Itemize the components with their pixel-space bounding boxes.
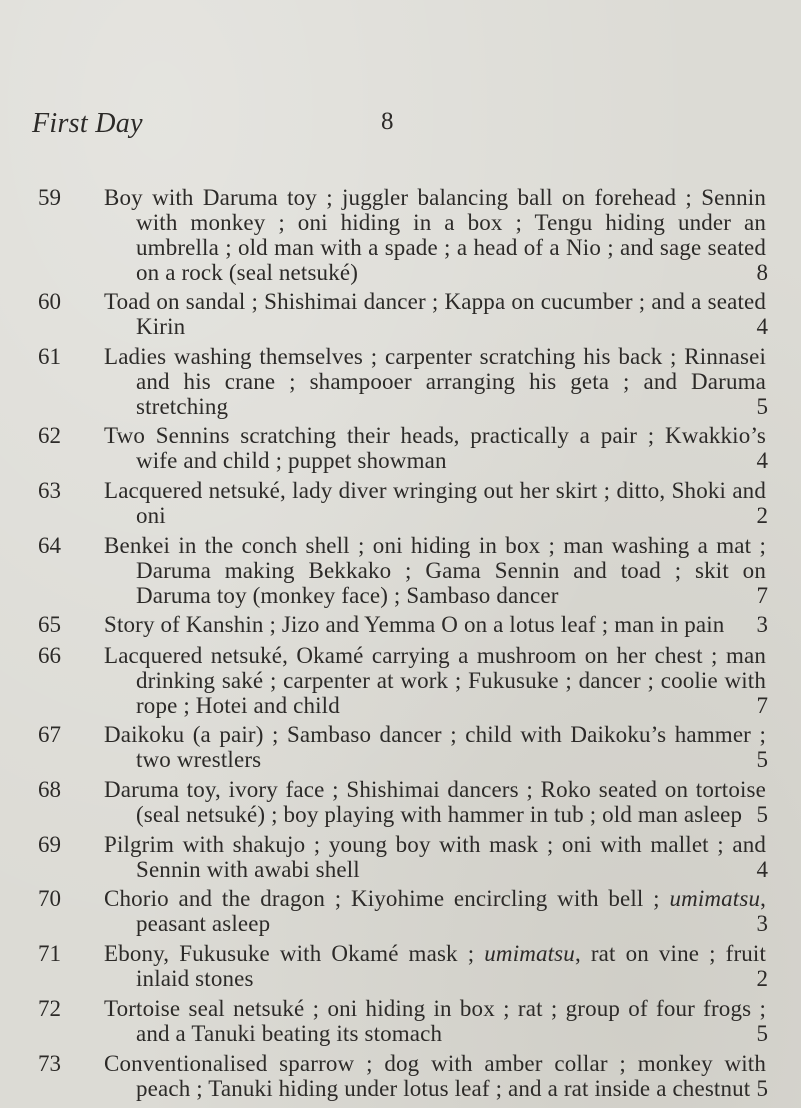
lot-quantity: 5 [756, 801, 768, 827]
lot-description: Boy with Daruma toy ; juggler balancing ball on forehead ; Sennin with monkey ; oni hiding in a box ; Tengu hiding under an umbrella ; old man with a spade ; a head of a Nio ; and sage seated on a rock (seal netsuké) [104, 185, 766, 285]
lot-description: Story of Kanshin ; Jizo and Yemma O on a lotus leaf ; man in pain [104, 612, 725, 638]
lot-description: Lacquered netsuké, lady diver wringing out her skirt ; ditto, Shoki and oni [104, 477, 766, 528]
lot-description: Daruma toy, ivory face ; Shishimai dancers ; Roko seated on tortoise (seal netsuké) ; boy playing with hammer in tub ; old man asleep [104, 776, 766, 827]
lot-quantity: 5 [756, 1021, 768, 1047]
catalogue-entry-62 [0, 423, 801, 473]
lot-number: 66 [38, 642, 61, 668]
lot-description-italic: umimatsu [669, 886, 761, 912]
lot-number: 63 [38, 477, 61, 503]
lot-description: Pilgrim with shakujo ; young boy with mask ; oni with mallet ; and Sennin with awabi shell [104, 831, 766, 882]
catalogue-entry-66 [0, 643, 801, 718]
catalogue-entry-69 [0, 832, 801, 882]
lot-number: 64 [38, 532, 61, 558]
lot-description: Daikoku (a pair) ; Sambaso dancer ; child with Daikoku’s hammer ; two wrestlers [104, 721, 766, 772]
lot-description: Ladies washing themselves ; carpenter scratching his back ; Rinnasei and his crane ; shampooer arranging his geta ; and Daruma stretching [104, 343, 766, 419]
catalogue-entry-60 [0, 289, 801, 339]
lot-quantity: 5 [756, 746, 768, 772]
lot-quantity: 2 [756, 966, 768, 992]
lot-description-text: , peasant asleep [136, 886, 766, 937]
lot-number: 72 [38, 996, 61, 1022]
catalogue-entry-64 [0, 533, 801, 608]
lot-number: 70 [38, 886, 61, 912]
lot-description: Lacquered netsuké, Okamé carrying a mushroom on her chest ; man drinking saké ; carpenter at work ; Fukusuke ; dancer ; coolie with rope ; Hotei and child [104, 642, 766, 718]
lot-description: Two Sennins scratching their heads, practically a pair ; Kwakkio’s wife and child ; puppet showman [104, 423, 766, 474]
lot-quantity: 2 [756, 502, 768, 528]
lot-description-text: , rat on vine ; fruit inlaid stones [136, 941, 766, 992]
catalogue-entry-67 [0, 722, 801, 772]
lot-quantity: 5 [756, 1076, 768, 1102]
lot-number: 62 [38, 423, 61, 449]
lot-description [104, 941, 766, 991]
lot-number: 59 [38, 185, 61, 210]
catalogue-entry-61 [0, 344, 801, 419]
catalogue-entry-72 [0, 996, 801, 1046]
lot-quantity: 3 [756, 911, 768, 937]
catalogue-entry-65 [0, 612, 801, 637]
page-header [0, 100, 801, 140]
catalogue-entry-73 [0, 1051, 801, 1101]
lot-number: 67 [38, 721, 61, 747]
lot-description: Tortoise seal netsuké ; oni hiding in box ; rat ; group of four frogs ; and a Tanuki beating its stomach [104, 996, 766, 1047]
catalogue-entry-68 [0, 777, 801, 827]
catalogue-entry-70 [0, 886, 801, 936]
lot-quantity: 4 [756, 856, 768, 882]
lot-number: 69 [38, 831, 61, 857]
lot-quantity: 7 [756, 692, 768, 718]
lot-number: 71 [38, 941, 61, 967]
lot-description: Toad on sandal ; Shishimai dancer ; Kappa on cucumber ; and a seated Kirin [104, 288, 766, 339]
lot-quantity: 3 [756, 612, 768, 638]
lot-number: 68 [38, 776, 61, 802]
lot-description [104, 886, 766, 936]
lot-quantity: 7 [756, 582, 768, 608]
catalogue-entry-63 [0, 478, 801, 528]
lot-number: 65 [38, 612, 61, 638]
lot-description: Benkei in the conch shell ; oni hiding in box ; man washing a mat ; Daruma making Bekkako ; Gama Sennin and toad ; skit on Daruma toy (monkey face) ; Sambaso dancer [104, 532, 766, 608]
lot-description-text: Chorio and the dragon ; Kiyohime encircling with bell ; [104, 886, 670, 912]
lot-number: 61 [38, 343, 61, 369]
lot-description-text: Ebony, Fukusuke with Okamé mask ; [104, 941, 485, 967]
lot-description: Conventionalised sparrow ; dog with amber collar ; monkey with peach ; Tanuki hiding under lotus leaf ; and a rat inside a chestnut [104, 1051, 766, 1102]
catalogue-entry-71 [0, 941, 801, 991]
lot-quantity: 4 [756, 313, 768, 339]
lot-quantity: 5 [756, 393, 768, 419]
page-number: 8 [381, 108, 394, 135]
lot-quantity: 8 [756, 260, 768, 285]
running-head: First Day [32, 108, 143, 139]
lot-description-italic: umimatsu [484, 941, 575, 967]
lot-number: 73 [38, 1051, 61, 1077]
catalogue-entry-59 [0, 185, 801, 285]
lot-number: 60 [38, 288, 61, 314]
lot-quantity: 4 [756, 448, 768, 474]
